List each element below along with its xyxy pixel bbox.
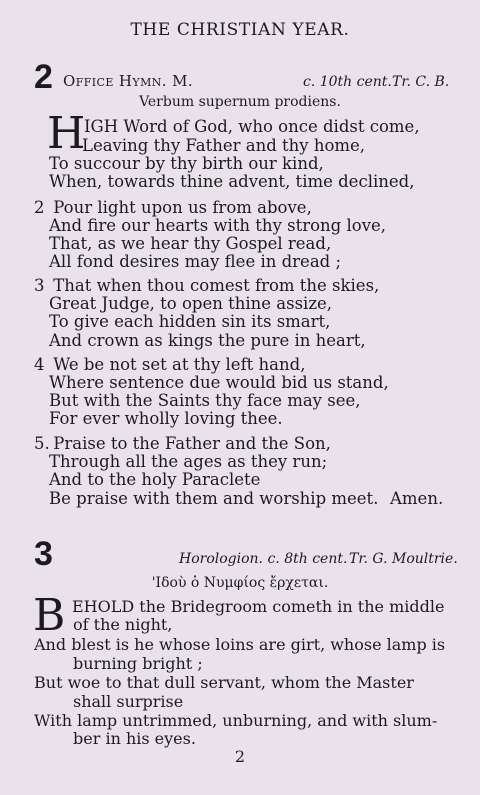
verse-line: All fond desires may flee in dread ;: [49, 252, 342, 271]
verse-line: IGH Word of God, who once didst come,: [84, 117, 420, 136]
drop-cap: B: [33, 590, 66, 641]
verse-line: With lamp untrimmed, unburning, and with slum-: [34, 711, 438, 730]
verse-line: And fire our hearts with thy strong love,: [49, 216, 387, 235]
hymn-2-number: 2: [34, 58, 53, 96]
verse-number: 3: [34, 276, 45, 295]
verse-line: 5. Praise to the Father and the Son,: [34, 434, 331, 453]
verse-line: And blest is he whose loins are girt, whose lamp is: [34, 635, 446, 654]
hymn-2-translator: Tr. C. B.: [392, 74, 450, 90]
verse-line: 4 We be not set at thy left hand,: [34, 355, 306, 374]
amen: Amen.: [390, 489, 444, 508]
verse-line: And crown as kings the pure in heart,: [49, 331, 366, 350]
verse-line: Be praise with them and worship meet.: [49, 489, 379, 508]
verse-line: 3 That when thou comest from the skies,: [34, 276, 380, 295]
verse-line: And to the holy Paraclete: [49, 470, 261, 489]
hymn-3-translator: Tr. G. Moultrie.: [349, 551, 458, 567]
verse-line: Through all the ages as they run;: [49, 452, 328, 471]
verse-line: To succour by thy birth our kind,: [49, 154, 324, 173]
hymn-3-source: Horologion. c. 8th cent.: [179, 551, 348, 567]
verse-number: 4: [34, 355, 45, 374]
hymn-2-date: c. 10th cent.: [303, 74, 392, 90]
page-number: 2: [234, 747, 246, 766]
drop-cap: H: [47, 108, 86, 159]
verse-line: To give each hidden sin its smart,: [49, 312, 331, 331]
verse-line: 2 Pour light upon us from above,: [34, 198, 312, 217]
verse-line: Great Judge, to open thine assize,: [49, 294, 333, 313]
verse-line: Leaving thy Father and thy home,: [82, 136, 366, 155]
verse-line: But woe to that dull servant, whom the Master: [34, 673, 414, 692]
verse-line: That, as we hear thy Gospel read,: [49, 234, 332, 253]
verse-line: burning bright ;: [73, 654, 203, 673]
hymn-2-incipit: Verbum supernum prodiens.: [139, 94, 341, 110]
verse-line: But with the Saints thy face may see,: [49, 391, 361, 410]
verse-line: ber in his eyes.: [73, 729, 196, 748]
hymn-3-number: 3: [34, 535, 53, 573]
verse-line: When, towards thine advent, time declined,: [49, 172, 415, 191]
verse-line: For ever wholly loving thee.: [49, 409, 283, 428]
verse-number: 2: [34, 198, 45, 217]
hymn-2-title: Office Hymn. M.: [63, 72, 194, 90]
verse-line: EHOLD the Bridegroom cometh in the middle: [72, 597, 445, 616]
hymn-3-incipit: 'Ιδοὺ ὁ Νυμφίος ἔρχεται.: [151, 575, 329, 591]
verse-line: of the night,: [73, 615, 173, 634]
verse-line: Where sentence due would bid us stand,: [49, 373, 389, 392]
verse-line: shall surprise: [73, 692, 184, 711]
verse-number: 5.: [34, 434, 50, 453]
running-head: THE CHRISTIAN YEAR.: [130, 20, 350, 40]
